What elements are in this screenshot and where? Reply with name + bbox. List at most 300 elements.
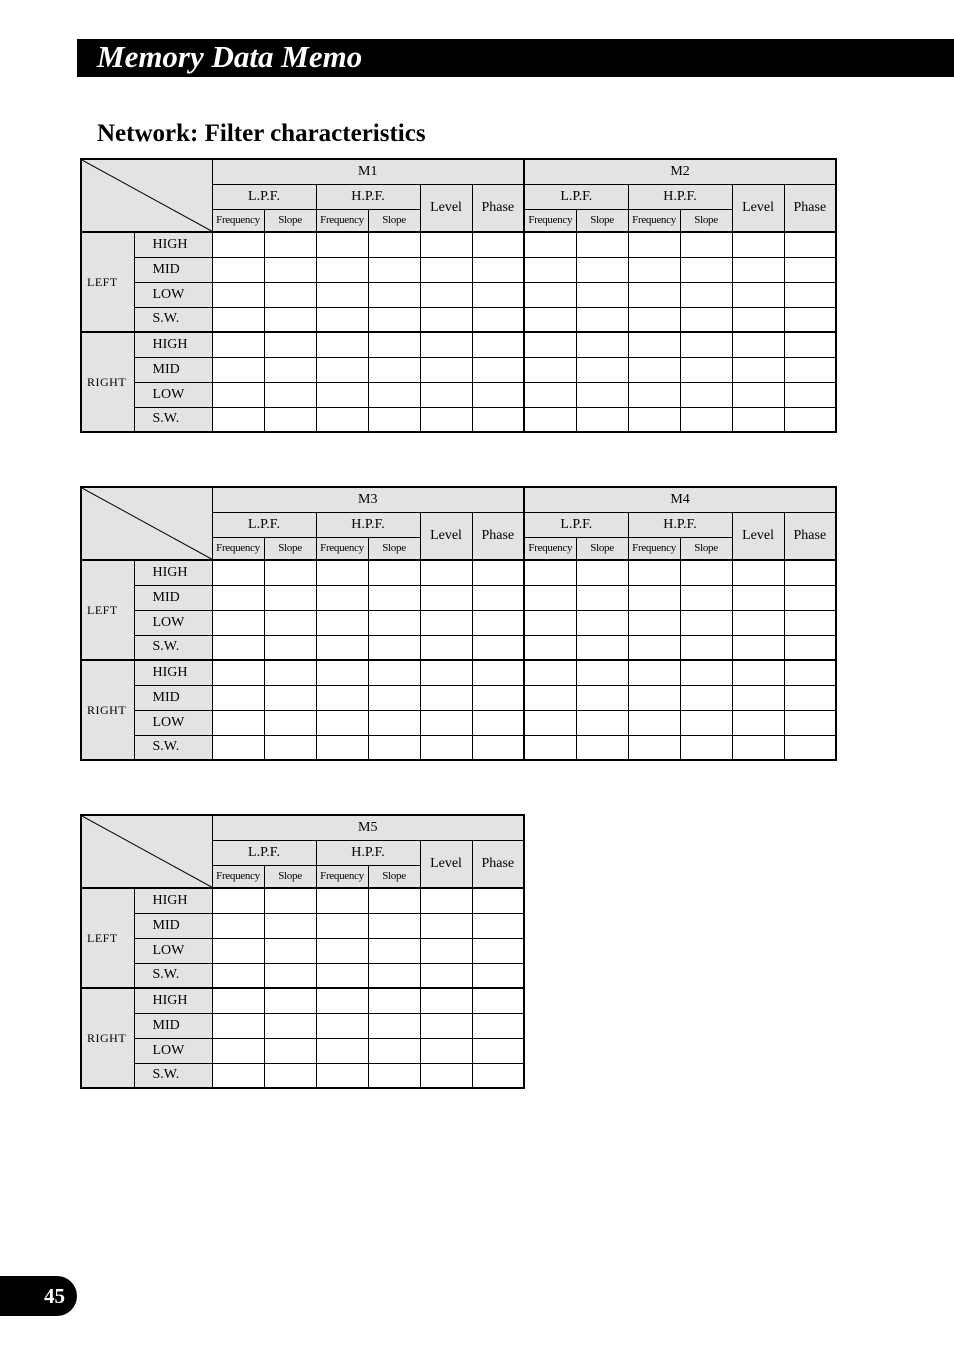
memo-entry-cell[interactable]	[680, 660, 732, 685]
memo-entry-cell[interactable]	[732, 560, 784, 585]
memo-entry-cell[interactable]	[264, 232, 316, 257]
memo-entry-cell[interactable]	[368, 560, 420, 585]
memo-entry-cell[interactable]	[524, 710, 576, 735]
memo-entry-cell[interactable]	[420, 257, 472, 282]
speaker-label: LOW	[134, 610, 212, 635]
memo-entry-cell[interactable]	[784, 307, 836, 332]
memo-entry-cell[interactable]	[368, 1038, 420, 1063]
memo-entry-cell[interactable]	[472, 282, 524, 307]
memo-entry-cell[interactable]	[628, 610, 680, 635]
memo-entry-cell[interactable]	[420, 988, 472, 1013]
frequency-header: Frequency	[316, 537, 368, 560]
memo-entry-cell[interactable]	[472, 635, 524, 660]
memo-entry-cell[interactable]	[212, 232, 264, 257]
table-row	[81, 735, 836, 760]
memo-entry-cell[interactable]	[264, 257, 316, 282]
memo-entry-cell[interactable]	[316, 735, 368, 760]
memo-entry-cell[interactable]	[212, 585, 264, 610]
memo-entry-cell[interactable]	[732, 282, 784, 307]
memo-entry-cell[interactable]	[628, 585, 680, 610]
memo-entry-cell[interactable]	[264, 610, 316, 635]
memo-entry-cell[interactable]	[576, 635, 628, 660]
speaker-label: S.W.	[134, 735, 212, 760]
memo-entry-cell[interactable]	[212, 988, 264, 1013]
memo-entry-cell[interactable]	[368, 282, 420, 307]
memo-entry-cell[interactable]	[524, 585, 576, 610]
memo-entry-cell[interactable]	[316, 1013, 368, 1038]
memo-entry-cell[interactable]	[784, 585, 836, 610]
memo-entry-cell[interactable]	[264, 1013, 316, 1038]
memo-entry-cell[interactable]	[316, 888, 368, 913]
corner-cell	[81, 815, 212, 888]
memo-entry-cell[interactable]	[264, 660, 316, 685]
memo-entry-cell[interactable]	[316, 307, 368, 332]
memo-entry-cell[interactable]	[576, 685, 628, 710]
memo-entry-cell[interactable]	[628, 560, 680, 585]
phase-header: Phase	[472, 512, 524, 560]
memo-entry-cell[interactable]	[784, 332, 836, 357]
memo-entry-cell[interactable]	[264, 710, 316, 735]
memo-entry-cell[interactable]	[420, 888, 472, 913]
channel-label: RIGHT	[81, 988, 134, 1088]
memo-entry-cell[interactable]	[680, 382, 732, 407]
hpf-header: H.P.F.	[316, 184, 420, 209]
memo-entry-cell[interactable]	[784, 232, 836, 257]
memo-entry-cell[interactable]	[524, 307, 576, 332]
slope-header: Slope	[264, 209, 316, 232]
memo-entry-cell[interactable]	[732, 257, 784, 282]
memo-entry-cell[interactable]	[732, 332, 784, 357]
memo-entry-cell[interactable]	[264, 585, 316, 610]
memo-entry-cell[interactable]	[316, 710, 368, 735]
memo-entry-cell[interactable]	[420, 282, 472, 307]
memo-entry-cell[interactable]	[576, 710, 628, 735]
memo-entry-cell[interactable]	[368, 382, 420, 407]
memo-entry-cell[interactable]	[212, 963, 264, 988]
memo-entry-cell[interactable]	[732, 635, 784, 660]
memo-entry-cell[interactable]	[628, 660, 680, 685]
memo-entry-cell[interactable]	[316, 357, 368, 382]
memo-entry-cell[interactable]	[264, 988, 316, 1013]
memo-entry-cell[interactable]	[420, 1063, 472, 1088]
memo-entry-cell[interactable]	[472, 407, 524, 432]
memo-entry-cell[interactable]	[784, 257, 836, 282]
level-header: Level	[420, 184, 472, 232]
memo-entry-cell[interactable]	[576, 407, 628, 432]
memo-entry-cell[interactable]	[576, 357, 628, 382]
memo-entry-cell[interactable]	[628, 232, 680, 257]
speaker-label: S.W.	[134, 407, 212, 432]
memo-entry-cell[interactable]	[264, 963, 316, 988]
memo-entry-cell[interactable]	[316, 282, 368, 307]
memo-entry-cell[interactable]	[212, 888, 264, 913]
memo-entry-cell[interactable]	[576, 232, 628, 257]
memo-entry-cell[interactable]	[628, 332, 680, 357]
memo-entry-cell[interactable]	[316, 635, 368, 660]
memo-entry-cell[interactable]	[472, 938, 524, 963]
memo-entry-cell[interactable]	[472, 610, 524, 635]
memo-entry-cell[interactable]	[212, 710, 264, 735]
memo-entry-cell[interactable]	[524, 257, 576, 282]
memo-entry-cell[interactable]	[420, 382, 472, 407]
memo-entry-cell[interactable]	[420, 963, 472, 988]
table-row	[81, 585, 836, 610]
page-number-badge	[0, 1276, 77, 1316]
channel-label: RIGHT	[81, 660, 134, 760]
memo-entry-cell[interactable]	[784, 685, 836, 710]
frequency-header: Frequency	[212, 209, 264, 232]
memo-entry-cell[interactable]	[524, 735, 576, 760]
memo-entry-cell[interactable]	[732, 710, 784, 735]
memo-entry-cell[interactable]	[472, 307, 524, 332]
memo-entry-cell[interactable]	[212, 560, 264, 585]
memo-entry-cell[interactable]	[524, 332, 576, 357]
memo-entry-cell[interactable]	[472, 232, 524, 257]
memo-entry-cell[interactable]	[784, 560, 836, 585]
memo-entry-cell[interactable]	[212, 913, 264, 938]
memo-entry-cell[interactable]	[212, 610, 264, 635]
frequency-header: Frequency	[212, 537, 264, 560]
memo-entry-cell[interactable]	[368, 307, 420, 332]
memo-entry-cell[interactable]	[628, 382, 680, 407]
memo-entry-cell[interactable]	[368, 357, 420, 382]
memo-entry-cell[interactable]	[264, 282, 316, 307]
memo-entry-cell[interactable]	[472, 1013, 524, 1038]
slope-header: Slope	[368, 865, 420, 888]
memo-entry-cell[interactable]	[472, 357, 524, 382]
memo-entry-cell[interactable]	[212, 635, 264, 660]
phase-header: Phase	[472, 184, 524, 232]
memo-entry-cell[interactable]	[576, 257, 628, 282]
memo-entry-cell[interactable]	[680, 257, 732, 282]
memo-entry-cell[interactable]	[680, 332, 732, 357]
memo-entry-cell[interactable]	[368, 888, 420, 913]
memo-entry-cell[interactable]	[784, 610, 836, 635]
memo-entry-cell[interactable]	[472, 332, 524, 357]
memo-entry-cell[interactable]	[680, 307, 732, 332]
speaker-label: MID	[134, 913, 212, 938]
memo-entry-cell[interactable]	[680, 407, 732, 432]
memo-entry-cell[interactable]	[420, 735, 472, 760]
phase-header: Phase	[784, 512, 836, 560]
memo-entry-cell[interactable]	[472, 913, 524, 938]
diagonal-line	[82, 488, 212, 559]
memo-entry-cell[interactable]	[212, 407, 264, 432]
memo-entry-cell[interactable]	[420, 560, 472, 585]
memo-entry-cell[interactable]	[316, 585, 368, 610]
corner-cell	[81, 487, 212, 560]
speaker-label: MID	[134, 257, 212, 282]
memo-entry-cell[interactable]	[732, 307, 784, 332]
memo-entry-cell[interactable]	[420, 232, 472, 257]
table-row	[81, 382, 836, 407]
memo-entry-cell[interactable]	[628, 685, 680, 710]
memo-entry-cell[interactable]	[420, 635, 472, 660]
memo-entry-cell[interactable]	[420, 585, 472, 610]
speaker-label: MID	[134, 685, 212, 710]
table-row	[81, 913, 524, 938]
memo-entry-cell[interactable]	[368, 710, 420, 735]
memo-entry-cell[interactable]	[524, 635, 576, 660]
memo-entry-cell[interactable]	[784, 660, 836, 685]
memo-entry-cell[interactable]	[524, 407, 576, 432]
memo-entry-cell[interactable]	[212, 1013, 264, 1038]
memo-entry-cell[interactable]	[212, 307, 264, 332]
memo-entry-cell[interactable]	[368, 232, 420, 257]
memo-entry-cell[interactable]	[472, 257, 524, 282]
slope-header: Slope	[680, 537, 732, 560]
frequency-header: Frequency	[524, 537, 576, 560]
memo-entry-cell[interactable]	[628, 635, 680, 660]
memo-entry-cell[interactable]	[264, 407, 316, 432]
memo-entry-cell[interactable]	[264, 685, 316, 710]
memo-entry-cell[interactable]	[784, 710, 836, 735]
slope-header: Slope	[264, 537, 316, 560]
memo-entry-cell[interactable]	[576, 282, 628, 307]
memo-entry-cell[interactable]	[316, 1063, 368, 1088]
slope-header: Slope	[576, 537, 628, 560]
memo-entry-cell[interactable]	[472, 1063, 524, 1088]
memo-entry-cell[interactable]	[732, 382, 784, 407]
memo-entry-cell[interactable]	[628, 282, 680, 307]
memo-entry-cell[interactable]	[680, 610, 732, 635]
speaker-label: HIGH	[134, 988, 212, 1013]
memo-entry-cell[interactable]	[524, 560, 576, 585]
memo-entry-cell[interactable]	[368, 988, 420, 1013]
memo-entry-cell[interactable]	[420, 710, 472, 735]
memo-entry-cell[interactable]	[316, 913, 368, 938]
memo-entry-cell[interactable]	[264, 357, 316, 382]
memo-entry-cell[interactable]	[264, 1038, 316, 1063]
memo-entry-cell[interactable]	[680, 635, 732, 660]
memo-entry-cell[interactable]	[784, 382, 836, 407]
memo-entry-cell[interactable]	[264, 735, 316, 760]
memo-entry-cell[interactable]	[420, 660, 472, 685]
memo-entry-cell[interactable]	[680, 685, 732, 710]
memo-entry-cell[interactable]	[316, 560, 368, 585]
memo-entry-cell[interactable]	[680, 710, 732, 735]
memo-entry-cell[interactable]	[264, 1063, 316, 1088]
memo-entry-cell[interactable]	[472, 710, 524, 735]
frequency-header: Frequency	[628, 209, 680, 232]
memo-entry-cell[interactable]	[264, 560, 316, 585]
memo-entry-cell[interactable]	[264, 938, 316, 963]
memo-entry-cell[interactable]	[576, 585, 628, 610]
memo-entry-cell[interactable]	[316, 963, 368, 988]
memo-entry-cell[interactable]	[680, 735, 732, 760]
memo-entry-cell[interactable]	[420, 685, 472, 710]
memo-entry-cell[interactable]	[368, 735, 420, 760]
memory-header: M4	[524, 487, 836, 512]
memo-entry-cell[interactable]	[316, 1038, 368, 1063]
table-row	[81, 232, 836, 257]
memo-entry-cell[interactable]	[732, 232, 784, 257]
memo-entry-cell[interactable]	[368, 585, 420, 610]
memo-entry-cell[interactable]	[732, 735, 784, 760]
memo-entry-cell[interactable]	[784, 282, 836, 307]
memo-entry-cell[interactable]	[212, 735, 264, 760]
memo-entry-cell[interactable]	[368, 685, 420, 710]
memo-entry-cell[interactable]	[628, 307, 680, 332]
memo-entry-cell[interactable]	[576, 735, 628, 760]
memo-entry-cell[interactable]	[212, 938, 264, 963]
memo-entry-cell[interactable]	[368, 1013, 420, 1038]
memo-entry-cell[interactable]	[420, 610, 472, 635]
memo-entry-cell[interactable]	[472, 963, 524, 988]
memo-entry-cell[interactable]	[368, 257, 420, 282]
memo-entry-cell[interactable]	[368, 963, 420, 988]
memo-entry-cell[interactable]	[784, 357, 836, 382]
memo-entry-cell[interactable]	[212, 257, 264, 282]
memo-entry-cell[interactable]	[316, 407, 368, 432]
speaker-label: LOW	[134, 1038, 212, 1063]
memo-entry-cell[interactable]	[680, 560, 732, 585]
memo-entry-cell[interactable]	[680, 282, 732, 307]
memo-entry-cell[interactable]	[576, 560, 628, 585]
speaker-label: HIGH	[134, 660, 212, 685]
memo-entry-cell[interactable]	[576, 332, 628, 357]
speaker-label: S.W.	[134, 635, 212, 660]
memo-entry-cell[interactable]	[212, 685, 264, 710]
memo-entry-cell[interactable]	[316, 232, 368, 257]
hpf-header: H.P.F.	[628, 184, 732, 209]
memory-header: M5	[212, 815, 524, 840]
level-header: Level	[732, 184, 784, 232]
memo-entry-cell[interactable]	[368, 332, 420, 357]
memo-entry-cell[interactable]	[732, 357, 784, 382]
memo-entry-cell[interactable]	[524, 232, 576, 257]
memo-entry-cell[interactable]	[628, 257, 680, 282]
memo-entry-cell[interactable]	[212, 282, 264, 307]
memo-entry-cell[interactable]	[680, 232, 732, 257]
memo-entry-cell[interactable]	[212, 660, 264, 685]
table-row	[81, 560, 836, 585]
memo-entry-cell[interactable]	[264, 635, 316, 660]
memo-entry-cell[interactable]	[524, 610, 576, 635]
memo-entry-cell[interactable]	[680, 585, 732, 610]
memo-entry-cell[interactable]	[524, 282, 576, 307]
memo-entry-cell[interactable]	[628, 357, 680, 382]
memo-entry-cell[interactable]	[264, 888, 316, 913]
memo-entry-cell[interactable]	[368, 660, 420, 685]
memo-entry-cell[interactable]	[420, 332, 472, 357]
memo-entry-cell[interactable]	[576, 660, 628, 685]
lpf-header: L.P.F.	[524, 184, 628, 209]
memo-entry-cell[interactable]	[784, 735, 836, 760]
speaker-label: HIGH	[134, 332, 212, 357]
table-row	[81, 710, 836, 735]
memo-entry-cell[interactable]	[264, 913, 316, 938]
memo-entry-cell[interactable]	[368, 610, 420, 635]
memo-entry-cell[interactable]	[212, 1038, 264, 1063]
memo-entry-cell[interactable]	[784, 635, 836, 660]
memo-entry-cell[interactable]	[368, 913, 420, 938]
memo-entry-cell[interactable]	[420, 1038, 472, 1063]
memo-entry-cell[interactable]	[732, 660, 784, 685]
speaker-label: LOW	[134, 282, 212, 307]
memo-entry-cell[interactable]	[316, 938, 368, 963]
channel-label: LEFT	[81, 560, 134, 660]
memo-entry-cell[interactable]	[472, 735, 524, 760]
memo-entry-cell[interactable]	[420, 407, 472, 432]
memo-entry-cell[interactable]	[420, 913, 472, 938]
memo-entry-cell[interactable]	[264, 332, 316, 357]
memo-entry-cell[interactable]	[316, 382, 368, 407]
memo-entry-cell[interactable]	[368, 407, 420, 432]
lpf-header: L.P.F.	[212, 512, 316, 537]
memo-entry-cell[interactable]	[264, 382, 316, 407]
memo-entry-cell[interactable]	[732, 407, 784, 432]
memo-entry-cell[interactable]	[472, 988, 524, 1013]
memo-entry-cell[interactable]	[316, 332, 368, 357]
memo-entry-cell[interactable]	[524, 357, 576, 382]
memo-entry-cell[interactable]	[368, 635, 420, 660]
memo-entry-cell[interactable]	[368, 1063, 420, 1088]
memo-entry-cell[interactable]	[576, 610, 628, 635]
memo-entry-cell[interactable]	[316, 660, 368, 685]
memo-entry-cell[interactable]	[472, 382, 524, 407]
memo-entry-cell[interactable]	[316, 988, 368, 1013]
memo-entry-cell[interactable]	[732, 685, 784, 710]
memo-entry-cell[interactable]	[524, 660, 576, 685]
memo-entry-cell[interactable]	[472, 560, 524, 585]
memo-entry-cell[interactable]	[732, 610, 784, 635]
diagonal-line	[82, 816, 212, 887]
memo-entry-cell[interactable]	[524, 685, 576, 710]
memo-entry-cell[interactable]	[472, 1038, 524, 1063]
memo-entry-cell[interactable]	[524, 382, 576, 407]
memo-entry-cell[interactable]	[212, 332, 264, 357]
speaker-label: HIGH	[134, 232, 212, 257]
memory-header: M3	[212, 487, 524, 512]
memo-entry-cell[interactable]	[420, 357, 472, 382]
memo-entry-cell[interactable]	[576, 307, 628, 332]
memo-entry-cell[interactable]	[628, 735, 680, 760]
frequency-header: Frequency	[524, 209, 576, 232]
memo-entry-cell[interactable]	[264, 307, 316, 332]
filter-memo-table	[80, 814, 525, 1089]
memo-entry-cell[interactable]	[420, 1013, 472, 1038]
memo-entry-cell[interactable]	[732, 585, 784, 610]
memo-entry-cell[interactable]	[472, 660, 524, 685]
memo-entry-cell[interactable]	[628, 710, 680, 735]
memo-entry-cell[interactable]	[680, 357, 732, 382]
memo-entry-cell[interactable]	[368, 938, 420, 963]
memo-entry-cell[interactable]	[472, 585, 524, 610]
speaker-label: MID	[134, 585, 212, 610]
memo-entry-cell[interactable]	[316, 685, 368, 710]
memo-entry-cell[interactable]	[212, 1063, 264, 1088]
table-row	[81, 257, 836, 282]
memo-entry-cell[interactable]	[212, 382, 264, 407]
diagonal-line	[82, 160, 212, 231]
memo-entry-cell[interactable]	[784, 407, 836, 432]
table-row	[81, 635, 836, 660]
memo-entry-cell[interactable]	[316, 257, 368, 282]
memo-entry-cell[interactable]	[472, 685, 524, 710]
memo-entry-cell[interactable]	[472, 888, 524, 913]
memo-entry-cell[interactable]	[212, 357, 264, 382]
filter-memo-table	[80, 158, 837, 433]
memo-entry-cell[interactable]	[576, 382, 628, 407]
memo-entry-cell[interactable]	[420, 938, 472, 963]
table-row	[81, 332, 836, 357]
memo-entry-cell[interactable]	[420, 307, 472, 332]
memo-entry-cell[interactable]	[628, 407, 680, 432]
speaker-label: MID	[134, 1013, 212, 1038]
hpf-header: H.P.F.	[316, 840, 420, 865]
memo-entry-cell[interactable]	[316, 610, 368, 635]
